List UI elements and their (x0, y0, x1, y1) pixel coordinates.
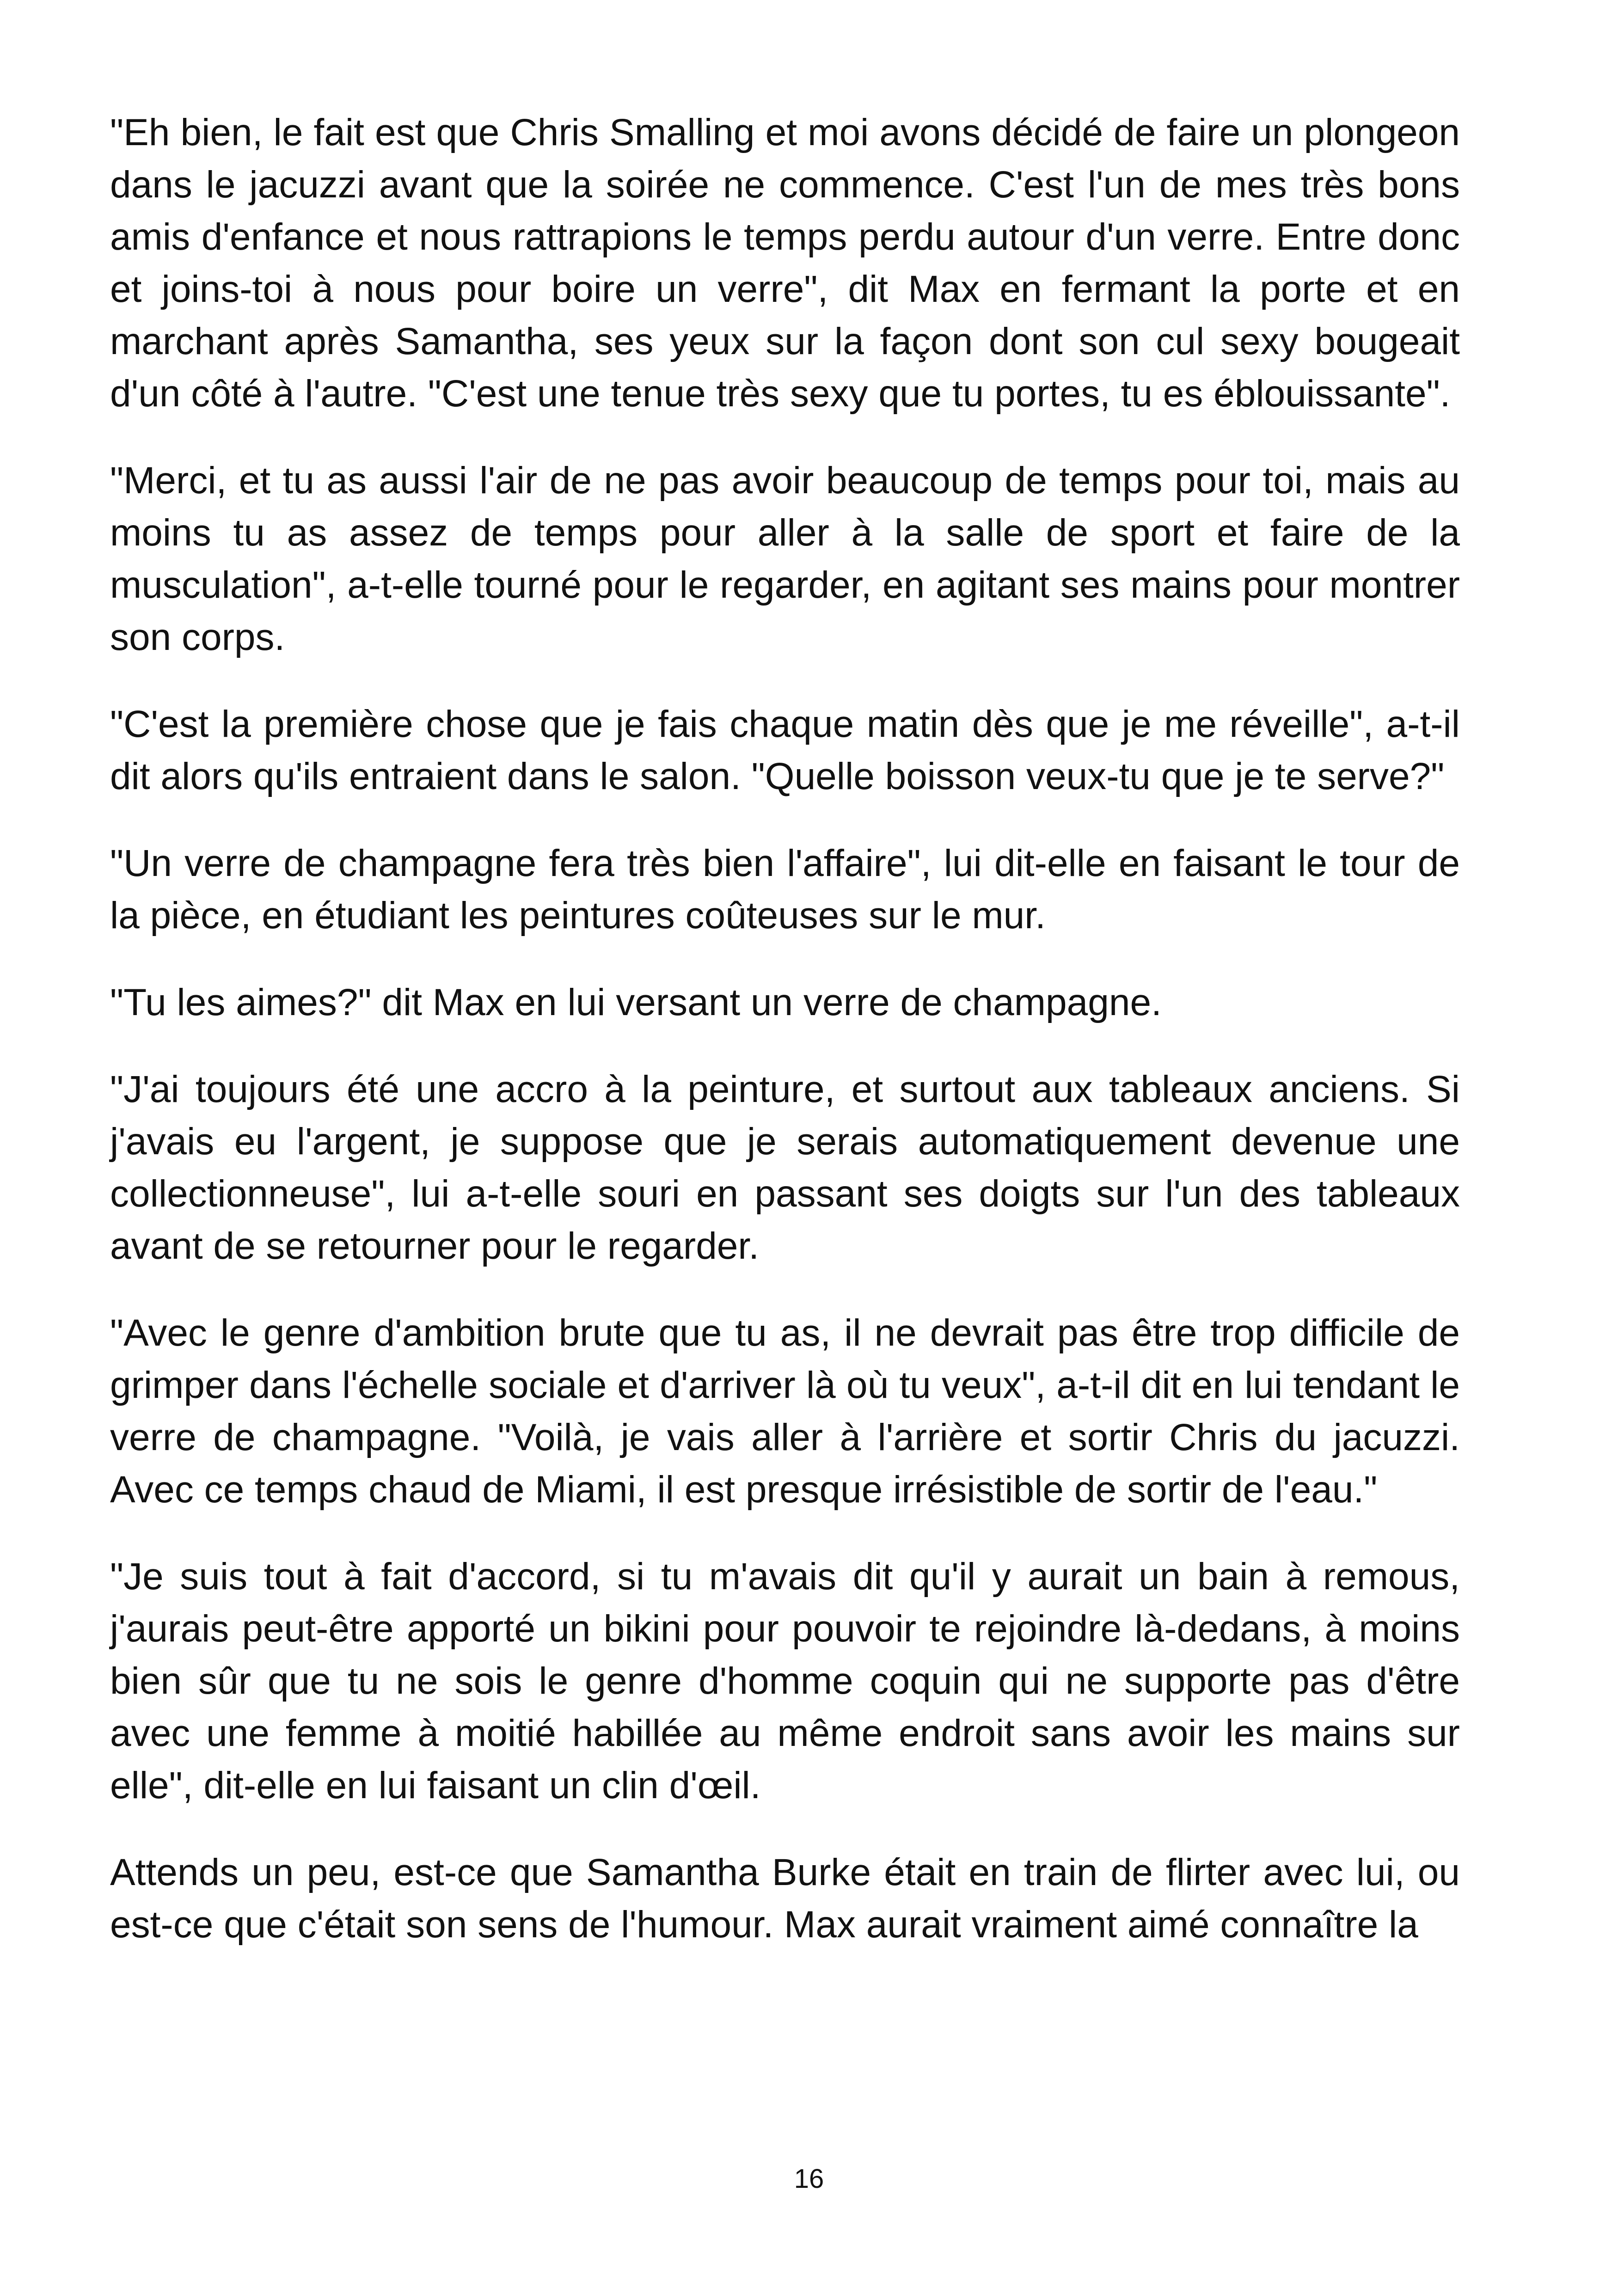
paragraph: "Merci, et tu as aussi l'air de ne pas avoir beaucoup de temps pour toi, mais au moins tu as assez de temps pour aller à la salle de sport et faire de la musculation", a-t-elle tourné pour le regarder, en agitant ses mains pour montrer son corps. (110, 459, 1460, 658)
paragraph: "Je suis tout à fait d'accord, si tu m'avais dit qu'il y aurait un bain à remous, j'aurais peut-être apporté un bikini pour pouvoir te rejoindre là-dedans, à moins bien sûr que tu ne sois le genre d'homme coquin qui ne supporte pas d'être avec une femme à moitié habillée au même endroit sans avoir les mains sur elle", dit-elle en lui faisant un clin d'œil. (110, 1555, 1460, 1806)
paragraph: "Avec le genre d'ambition brute que tu as, il ne devrait pas être trop difficile de grimper dans l'échelle sociale et d'arriver là où tu veux", a-t-il dit en lui tendant le verre de champagne. "Voilà, je vais aller à l'arrière et sortir Chris du jacuzzi. Avec ce temps chaud de Miami, il est presque irrésistible de sortir de l'eau." (110, 1312, 1460, 1511)
body-text (110, 106, 1460, 1985)
paragraph: "C'est la première chose que je fais chaque matin dès que je me réveille", a-t-il dit alors qu'ils entraient dans le salon. "Quelle boisson veux-tu que je te serve?" (110, 703, 1460, 797)
paragraph: "J'ai toujours été une accro à la peinture, et surtout aux tableaux anciens. Si j'avais eu l'argent, je suppose que je serais automatiquement devenue une collectionneuse", lui a-t-elle souri en passant ses doigts sur l'un des tableaux avant de se retourner pour le regarder. (110, 1068, 1460, 1267)
page-number: 16 (794, 2164, 824, 2194)
paragraph: "Eh bien, le fait est que Chris Smalling et moi avons décidé de faire un plongeon dans le jacuzzi avant que la soirée ne commence. C'est l'un de mes très bons amis d'enfance et nous rattrapions le temps perdu autour d'un verre. Entre donc et joins-toi à nous pour boire un verre", dit Max en fermant la porte et en marchant après Samantha, ses yeux sur la façon dont son cul sexy bougeait d'un côté à l'autre. "C'est une tenue très sexy que tu portes, tu es éblouissante". (110, 111, 1460, 415)
paragraph: "Un verre de champagne fera très bien l'affaire", lui dit-elle en faisant le tour de la pièce, en étudiant les peintures coûteuses sur le mur. (110, 842, 1460, 937)
paragraph: Attends un peu, est-ce que Samantha Burke était en train de flirter avec lui, ou est-ce que c'était son sens de l'humour. Max aurait vraiment aimé connaître la (110, 1851, 1460, 1946)
paragraph: "Tu les aimes?" dit Max en lui versant un verre de champagne. (110, 981, 1162, 1023)
